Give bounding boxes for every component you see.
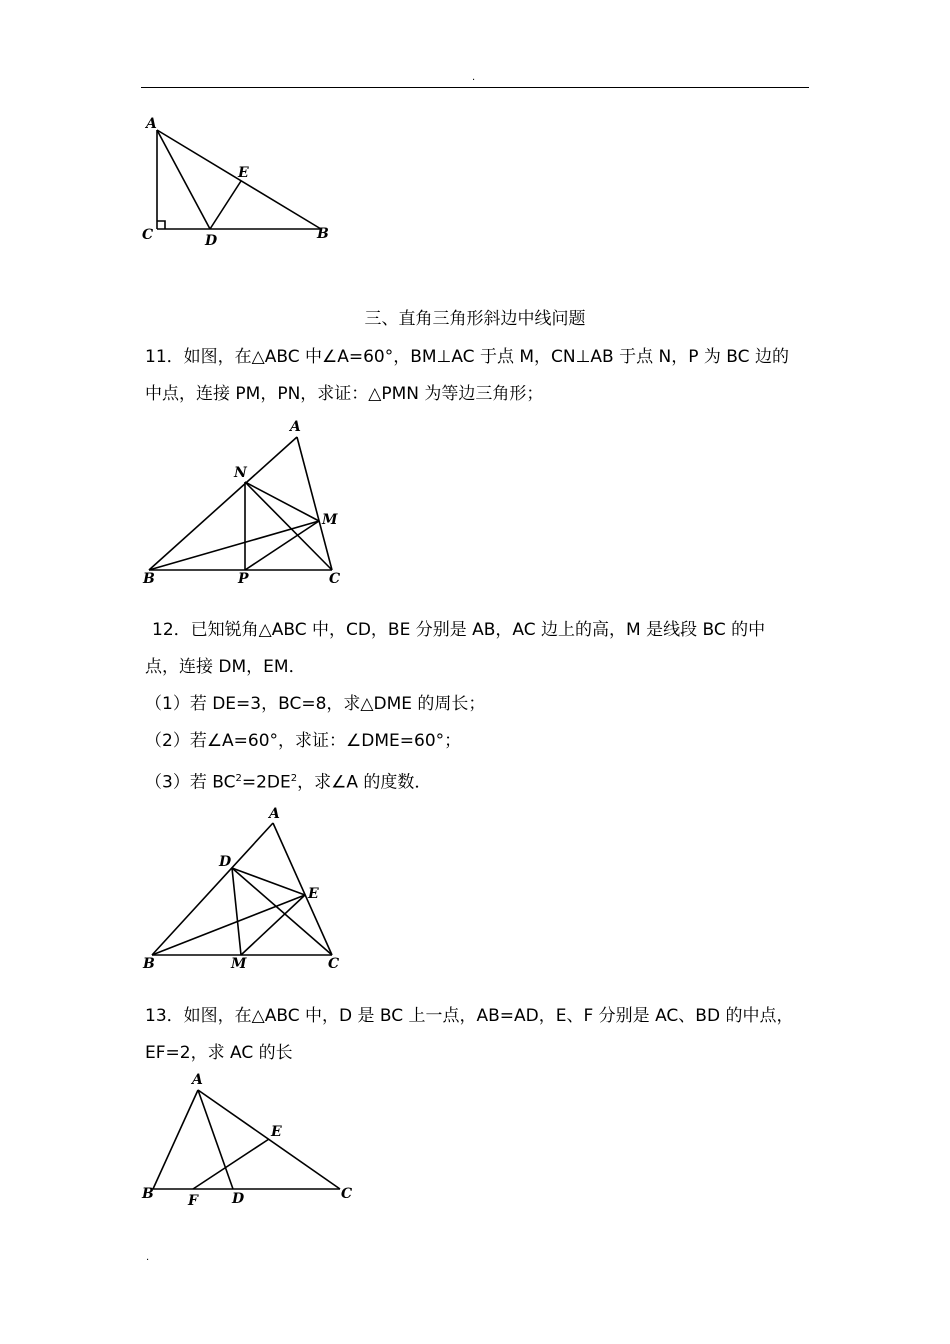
q12-part3: （3）若 $BC^2=2DE^2$，求∠A 的度数． xyxy=(145,772,432,793)
segment-ba xyxy=(153,1090,198,1189)
figure-q12 xyxy=(135,800,355,975)
label-c: C xyxy=(329,571,341,587)
label-e: E xyxy=(271,1124,282,1140)
header-mark: . xyxy=(472,72,476,83)
label-c: C xyxy=(142,227,154,243)
label-b: B xyxy=(143,956,155,972)
label-d: D xyxy=(205,233,218,249)
label-a: A xyxy=(290,419,301,435)
q12-line2: 点，连接 DM，EM． xyxy=(145,657,306,677)
segment-ad xyxy=(157,130,210,229)
header-rule xyxy=(141,87,809,88)
label-n: N xyxy=(234,465,247,481)
segment-cn xyxy=(245,482,332,570)
figure-q11 xyxy=(135,415,355,590)
right-angle-mark xyxy=(157,221,165,229)
q13-line2: EF=2，求 AC 的长 xyxy=(145,1043,293,1063)
label-a: A xyxy=(269,806,280,822)
label-e: E xyxy=(308,886,319,902)
label-m: M xyxy=(231,956,247,972)
label-f: F xyxy=(188,1193,198,1209)
figure-right-triangle xyxy=(130,110,350,255)
segment-nm xyxy=(245,482,319,521)
segment-ac xyxy=(297,437,332,570)
label-p: P xyxy=(238,571,249,587)
segment-dm xyxy=(232,868,241,955)
label-d: D xyxy=(232,1191,245,1207)
segment-be xyxy=(152,895,305,955)
label-a: A xyxy=(146,116,157,132)
label-m: M xyxy=(322,512,338,528)
label-e: E xyxy=(238,165,249,181)
label-b: B xyxy=(142,1186,154,1202)
label-c: C xyxy=(328,956,340,972)
q11-line1: 11．如图，在△ABC 中∠A=60°，BM⊥AC 于点 M，CN⊥AB 于点 N，P 为 BC 边的 xyxy=(145,347,789,367)
segment-de xyxy=(210,181,241,229)
label-c: C xyxy=(341,1186,353,1202)
footer-mark: . xyxy=(146,1252,150,1263)
q12-line1: 12．已知锐角△ABC 中，CD，BE 分别是 AB，AC 边上的高，M 是线段 BC 的中 xyxy=(152,620,766,640)
section-title: 三、直角三角形斜边中线问题 xyxy=(364,309,586,329)
q12-part2: （2）若∠A=60°，求证：∠DME=60°； xyxy=(145,731,462,751)
segment-ac xyxy=(273,823,332,955)
q13-line1: 13．如图，在△ABC 中，D 是 BC 上一点，AB=AD，E、F 分别是 AC、BD 的中点， xyxy=(145,1006,794,1026)
label-b: B xyxy=(317,226,329,242)
segment-ba xyxy=(152,823,273,955)
label-a: A xyxy=(192,1072,203,1088)
q11-line2: 中点，连接 PM，PN，求证：△PMN 为等边三角形； xyxy=(145,384,544,404)
label-b: B xyxy=(143,571,155,587)
figure-q13 xyxy=(135,1068,365,1213)
label-d: D xyxy=(219,854,232,870)
q12-part1: （1）若 DE=3，BC=8，求△DME 的周长； xyxy=(145,694,486,714)
segment-bm xyxy=(149,521,319,570)
segment-cd xyxy=(232,868,332,955)
